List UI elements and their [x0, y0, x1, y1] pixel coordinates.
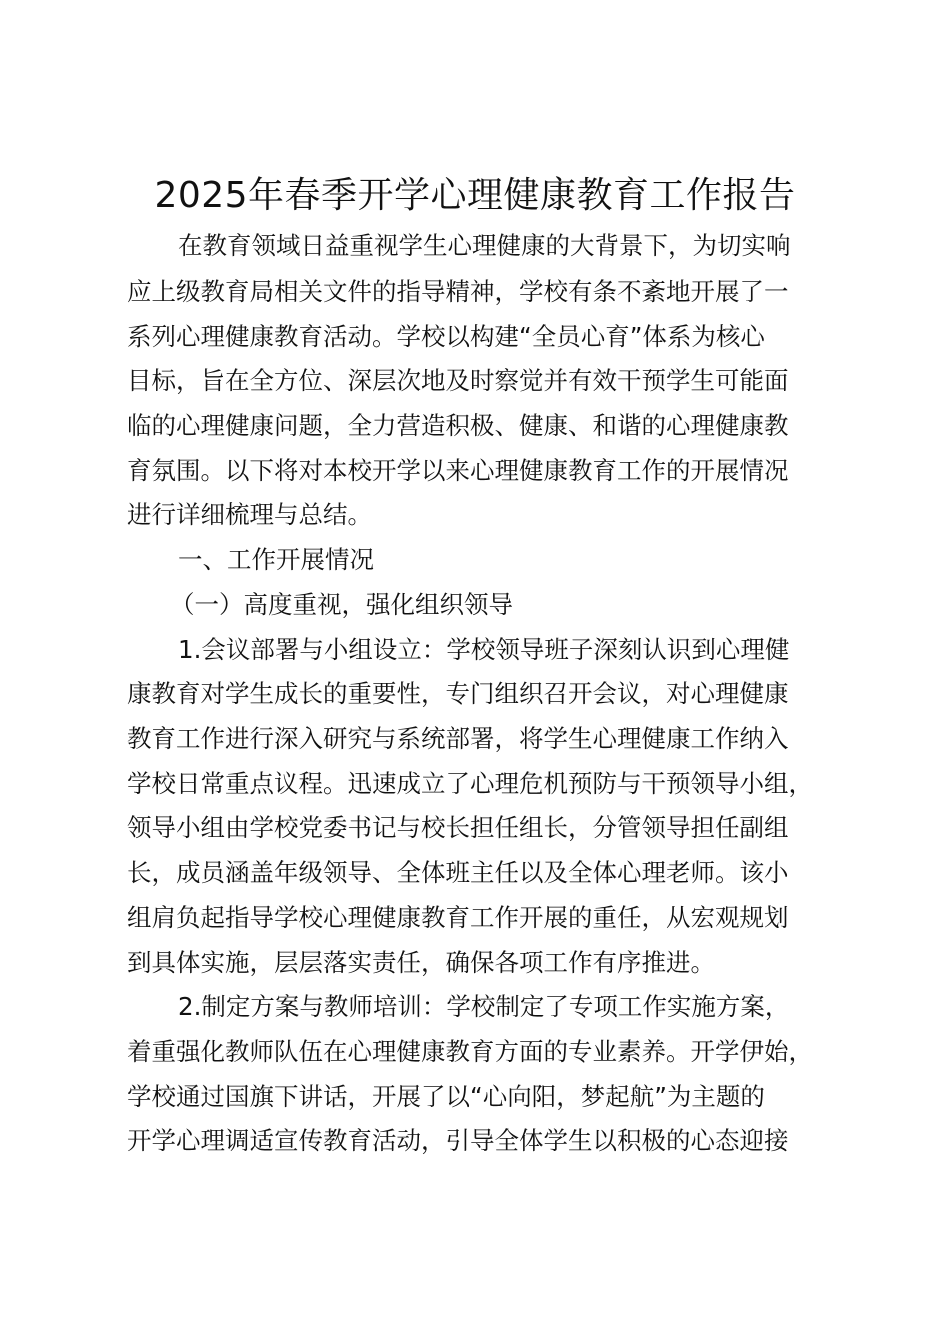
- paragraph-line: 2.制定方案与教师培训：学校制定了专项工作实施方案，: [178, 992, 790, 1021]
- paragraph-line: 临的心理健康问题，全力营造积极、健康、和谐的心理健康教: [127, 411, 789, 440]
- document-title: 2025年春季开学心理健康教育工作报告: [154, 175, 796, 216]
- paragraph-line: 进行详细梳理与总结。: [127, 500, 372, 529]
- paragraph-line: 长，成员涵盖年级领导、全体班主任以及全体心理老师。该小: [127, 858, 789, 887]
- paragraph-line: 目标，旨在全方位、深层次地及时察觉并有效干预学生可能面: [127, 366, 789, 395]
- paragraph-line: 开学心理调适宣传教育活动，引导全体学生以积极的心态迎接: [127, 1126, 789, 1155]
- paragraph-line: 学校通过国旗下讲话，开展了以“心向阳，梦起航”为主题的: [127, 1082, 765, 1111]
- paragraph-line: 育氛围。以下将对本校开学以来心理健康教育工作的开展情况: [127, 456, 789, 485]
- subsection-heading: （一）高度重视，强化组织领导: [170, 590, 513, 619]
- paragraph-line: 1.会议部署与小组设立：学校领导班子深刻认识到心理健: [178, 635, 790, 664]
- paragraph-line: 学校日常重点议程。迅速成立了心理危机预防与干预领导小组，: [127, 769, 813, 798]
- paragraph-line: 组肩负起指导学校心理健康教育工作开展的重任，从宏观规划: [127, 903, 789, 932]
- paragraph-line: 教育工作进行深入研究与系统部署，将学生心理健康工作纳入: [127, 724, 789, 753]
- paragraph-line: 在教育领域日益重视学生心理健康的大背景下，为切实响: [178, 231, 791, 260]
- paragraph-line: 到具体实施，层层落实责任，确保各项工作有序推进。: [127, 948, 715, 977]
- section-heading: 一、工作开展情况: [178, 545, 374, 574]
- paragraph-line: 应上级教育局相关文件的指导精神，学校有条不紊地开展了一: [127, 277, 789, 306]
- paragraph-line: 着重强化教师队伍在心理健康教育方面的专业素养。开学伊始，: [127, 1037, 813, 1066]
- paragraph-line: 领导小组由学校党委书记与校长担任组长，分管领导担任副组: [127, 813, 789, 842]
- paragraph-line: 系列心理健康教育活动。学校以构建“全员心育”体系为核心: [127, 322, 765, 351]
- paragraph-line: 康教育对学生成长的重要性，专门组织召开会议，对心理健康: [127, 679, 789, 708]
